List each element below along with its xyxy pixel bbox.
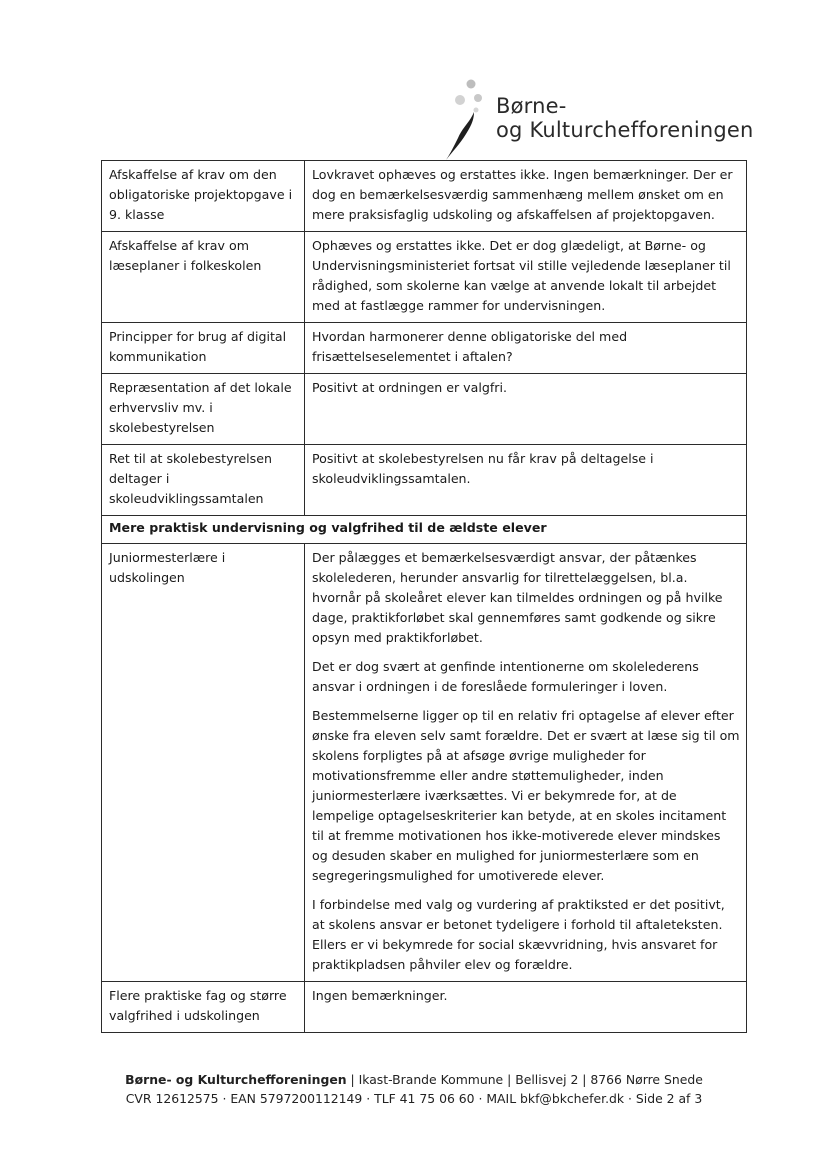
comment-cell	[305, 982, 747, 1033]
table-row	[102, 445, 747, 516]
comment-paragraph: I forbindelse med valg og vurdering af praktiksted er det positivt, at skolens ansvar er betonet tydeligere i forhold til aftaleteksten. Ellers er vi bekymrede for social skævvridning, hvis ansvaret for praktikpladsen påhviler elev og forældre.	[312, 897, 725, 972]
table-row	[102, 544, 747, 982]
logo-line-1: Børne-	[496, 94, 567, 118]
logo-wordmark	[496, 94, 754, 142]
topic-cell: Afskaffelse af krav om læseplaner i folkeskolen	[102, 232, 305, 323]
comment-paragraph: Ingen bemærkninger.	[312, 988, 448, 1003]
logo-figure-icon	[440, 76, 492, 160]
topic-cell: Ret til at skolebestyrelsen deltager i skoleudviklingssamtalen	[102, 445, 305, 516]
comment-cell	[305, 544, 747, 982]
comment-paragraph: Positivt at skolebestyrelsen nu får krav på deltagelse i skoleudviklingssamtalen.	[312, 451, 654, 486]
footer-address: | Ikast-Brande Kommune | Bellisvej 2 | 8766 Nørre Snede	[346, 1072, 703, 1087]
comment-paragraph: Hvordan harmonerer denne obligatoriske del med frisættelseselementet i aftalen?	[312, 329, 628, 364]
topic-cell: Juniormesterlære i udskolingen	[102, 544, 305, 982]
topic-cell: Principper for brug af digital kommunikation	[102, 323, 305, 374]
comment-cell	[305, 232, 747, 323]
comment-cell	[305, 323, 747, 374]
table-row	[102, 161, 747, 232]
comment-paragraph: Ophæves og erstattes ikke. Det er dog glædeligt, at Børne- og Undervisningsministeriet fortsat vil stille vejledende læseplaner til rådighed, som skolerne kan vælge at anvende lokalt til arbejdet med at fastlægge rammer for undervisningen.	[312, 238, 731, 313]
section-heading: Mere praktisk undervisning og valgfrihed til de ældste elever	[102, 516, 747, 544]
comment-cell	[305, 374, 747, 445]
footer-line-2: CVR 12612575 · EAN 5797200112149 · TLF 41 75 06 60 · MAIL bkf@bkchefer.dk · Side 2 af 3	[125, 1091, 703, 1106]
organization-logo	[440, 76, 780, 160]
section-heading-row	[102, 516, 747, 544]
table-row	[102, 374, 747, 445]
footer-org-name: Børne- og Kulturchefforeningen	[125, 1072, 347, 1087]
page-footer	[0, 1070, 828, 1108]
comment-cell	[305, 161, 747, 232]
footer-line-1	[0, 1070, 828, 1089]
topic-cell: Flere praktiske fag og større valgfrihed i udskolingen	[102, 982, 305, 1033]
table-row	[102, 982, 747, 1033]
comment-paragraph: Der pålægges et bemærkelsesværdigt ansvar, der påtænkes skolelederen, herunder ansvarlig for tilrettelæggelsen, bl.a. hvornår på skoleåret elever kan tilmeldes ordningen og på hvilke dage, praktikforløbet skal gennemføres samt godkende og sikre opsyn med praktikforløbet.	[312, 550, 723, 645]
comment-paragraph: Bestemmelserne ligger op til en relativ fri optagelse af elever efter ønske fra eleven selv samt forældre. Det er svært at læse sig til om skolens forpligtes på at afsøge øvrige muligheder for motivationsfremme eller andre støttemuligheder, inden juniormesterlære iværksættes. Vi er bekymrede for, at de lempelige optagelseskriterier kan betyde, at en skoles incitament til at fremme motivationen hos ikke-motiverede elever mindskes og desuden skaber en mulighed for juniormesterlære som en segregeringsmulighed for umotiverede elever.	[312, 708, 740, 883]
comment-paragraph: Lovkravet ophæves og erstattes ikke. Ingen bemærkninger. Der er dog en bemærkelsesværdig sammenhæng mellem ønsket om en mere praksisfaglig udskoling og afskaffelsen af projektopgaven.	[312, 167, 733, 222]
topic-cell: Repræsentation af det lokale erhvervsliv mv. i skolebestyrelsen	[102, 374, 305, 445]
logo-line-2: og Kulturchefforeningen	[496, 118, 754, 142]
consultation-table	[101, 160, 747, 1033]
topic-cell: Afskaffelse af krav om den obligatoriske projektopgave i 9. klasse	[102, 161, 305, 232]
comment-paragraph: Det er dog svært at genfinde intentionerne om skolelederens ansvar i ordningen i de foreslåede formuleringer i loven.	[312, 659, 699, 694]
table-row	[102, 232, 747, 323]
comment-cell	[305, 445, 747, 516]
table-row	[102, 323, 747, 374]
comment-paragraph: Positivt at ordningen er valgfri.	[312, 380, 507, 395]
